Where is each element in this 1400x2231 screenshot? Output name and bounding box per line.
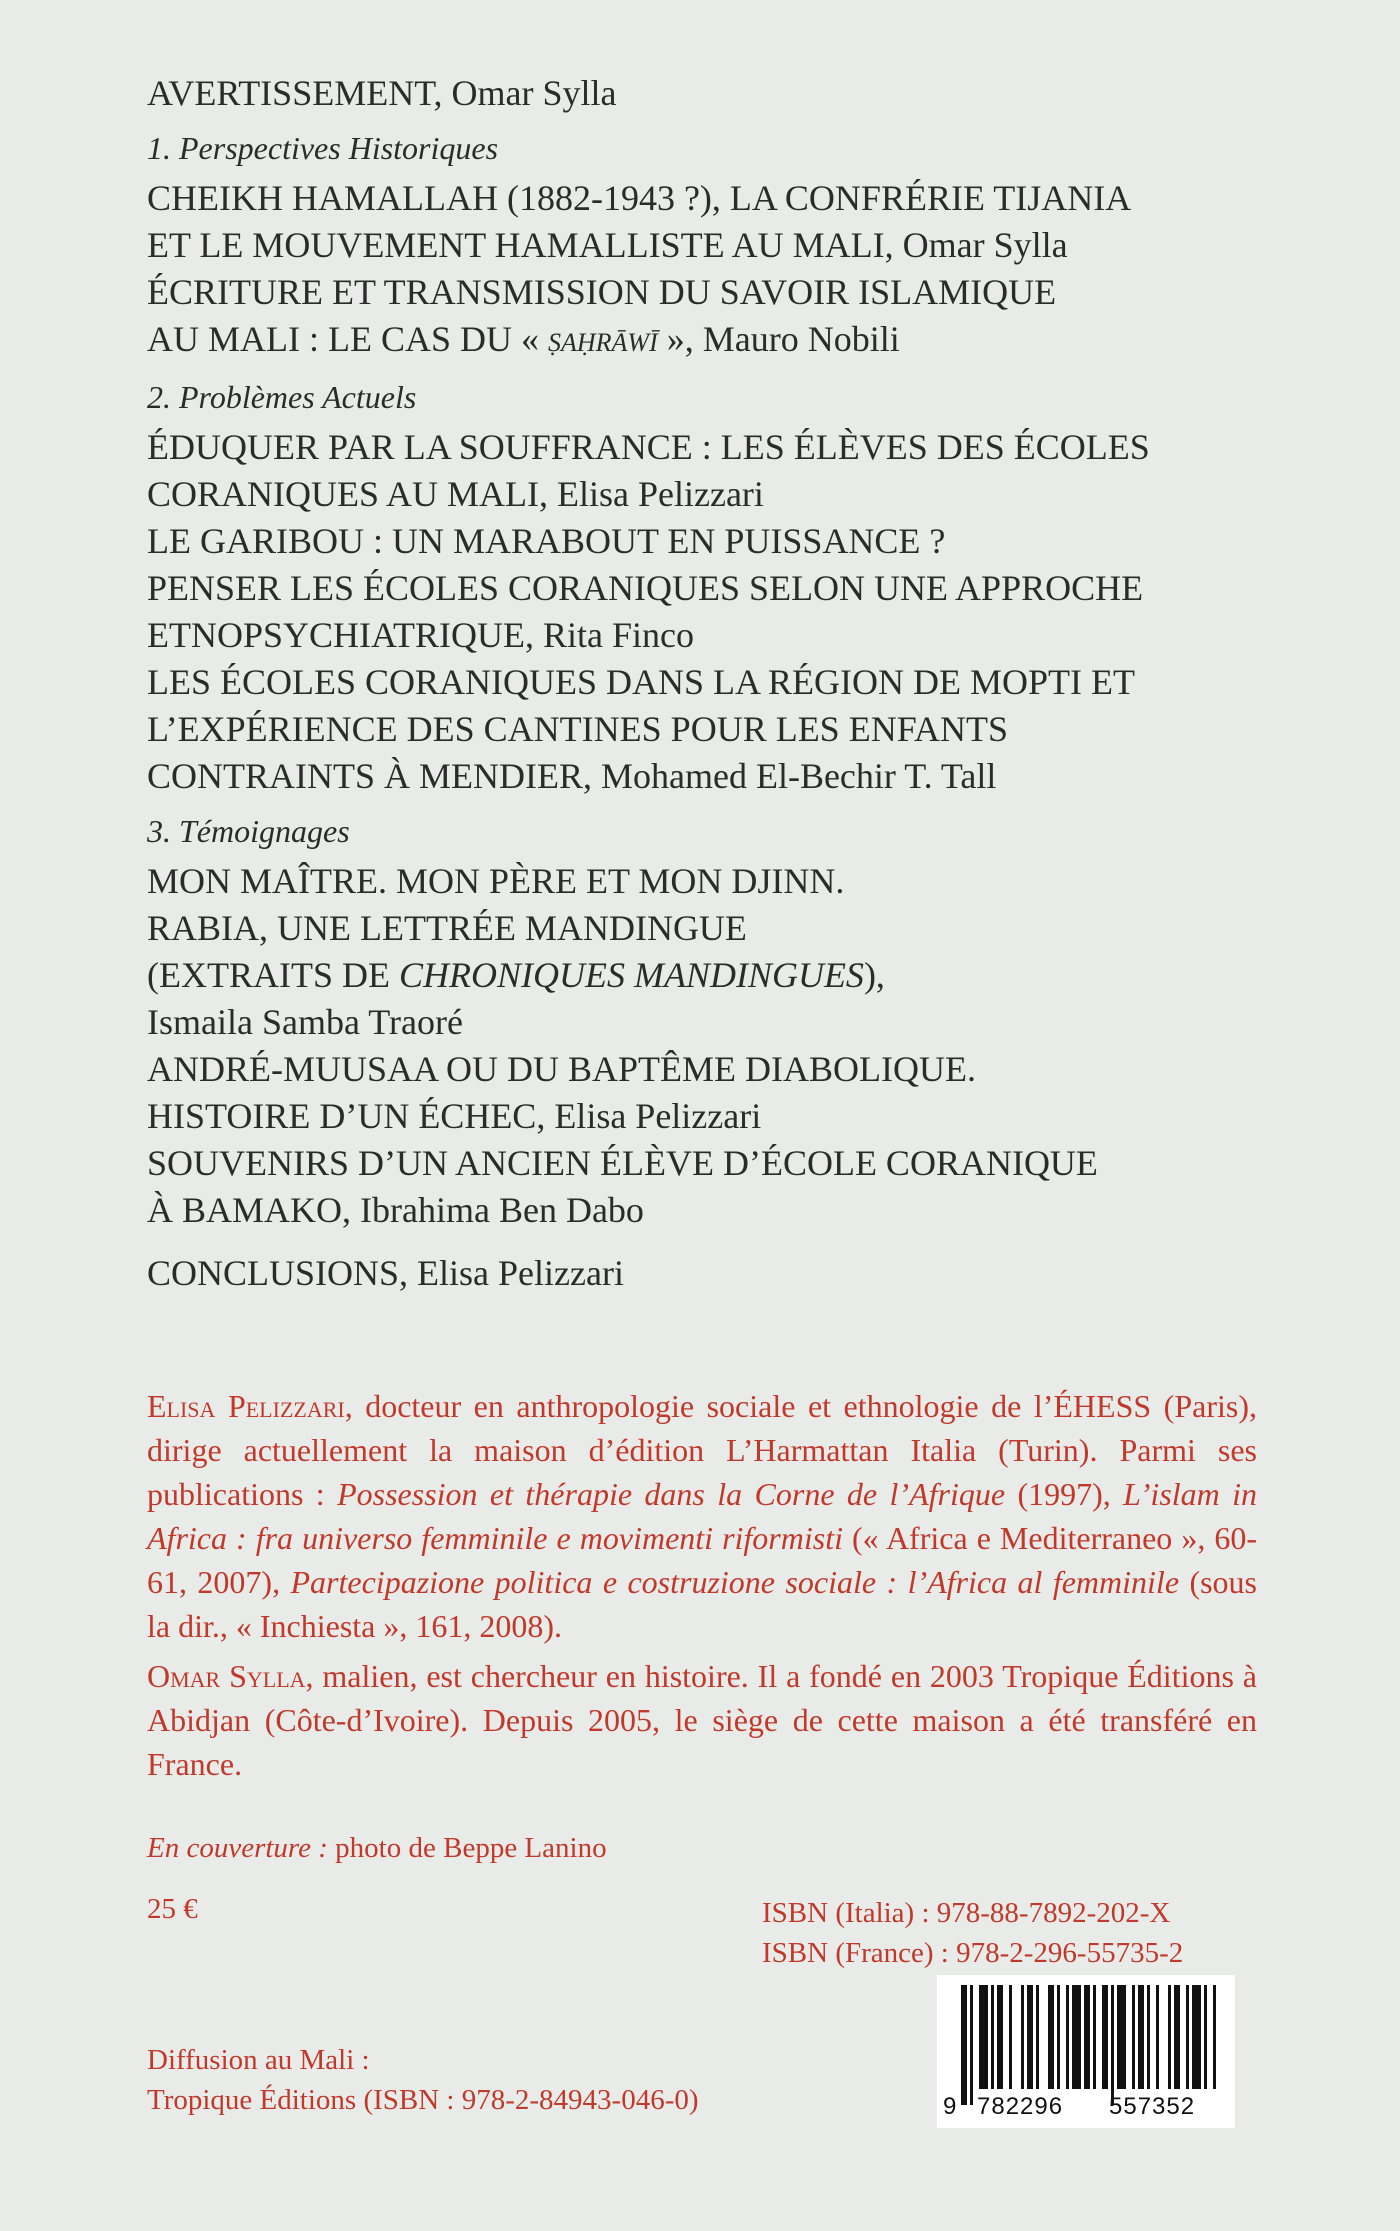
toc-entry: ÉCRITURE ET TRANSMISSION DU SAVOIR ISLAMIQUE (147, 272, 1057, 312)
bio-pelizzari-text3: (« Africa e Mediterraneo », 60-61, 2007), (147, 1520, 1258, 1600)
diffusion-line-1: Diffusion au Mali : (147, 2044, 370, 2076)
bio-sylla (147, 1654, 1257, 1786)
barcode-group-1: 782296 (977, 2093, 1064, 2120)
toc-entry: CORANIQUES AU MALI, Elisa Pelizzari (147, 474, 764, 514)
section-heading-1: 1. Perspectives Historiques (147, 130, 499, 166)
isbn-block (762, 1893, 1183, 1973)
sahrawi-suffix: », Mauro Nobili (657, 319, 900, 359)
toc-entry: LE GARIBOU : UN MARABOUT EN PUISSANCE ? (147, 521, 946, 561)
bio-pelizzari-text4: (sous la dir., « Inchiesta », 161, 2008). (147, 1564, 1258, 1644)
extraits-title: CHRONIQUES MANDINGUES (398, 955, 864, 995)
bio-pelizzari-book1: Possession et thérapie dans la Corne de l’Afrique (337, 1476, 1006, 1512)
toc-entry: CHEIKH HAMALLAH (1882-1943 ?), LA CONFRÉRIE TIJANIA (147, 178, 1132, 218)
bio-pelizzari-text2: (1997), (1005, 1476, 1124, 1512)
bio-pelizzari-book2: L’islam in Africa : fra universo femminile e movimenti riformisti (147, 1476, 1258, 1556)
sahrawi-prefix: AU MALI : LE CAS DU « (147, 319, 548, 359)
toc-entry: ETNOPSYCHIATRIQUE, Rita Finco (147, 615, 694, 655)
toc-conclusions: CONCLUSIONS, Elisa Pelizzari (147, 1253, 624, 1293)
barcode (937, 1975, 1235, 2128)
toc-entry: RABIA, UNE LETTRÉE MANDINGUE (147, 908, 747, 948)
diffusion (147, 2040, 699, 2120)
isbn-france: ISBN (France) : 978-2-296-55735-2 (762, 1937, 1184, 1969)
bio-sylla-name: Omar Sylla (147, 1658, 306, 1694)
toc-entry: Ismaila Samba Traoré (147, 1002, 463, 1042)
toc-entry: À BAMAKO, Ibrahima Ben Dabo (147, 1190, 644, 1230)
toc-entry: HISTOIRE D’UN ÉCHEC, Elisa Pelizzari (147, 1096, 762, 1136)
table-of-contents (147, 70, 1257, 1297)
isbn-italia: ISBN (Italia) : 978-88-7892-202-X (762, 1897, 1171, 1929)
bio-pelizzari (147, 1384, 1257, 1648)
section-heading-3: 3. Témoignages (147, 813, 350, 849)
bio-pelizzari-name: Elisa Pelizzari (147, 1388, 345, 1424)
cover-credit (147, 1832, 607, 1865)
cover-credit-label: En couverture : (147, 1832, 328, 1864)
toc-entry: CONTRAINTS À MENDIER, Mohamed El-Bechir T. Tall (147, 756, 997, 796)
section-1-entries (147, 175, 1257, 316)
toc-entry: MON MAÎTRE. MON PÈRE ET MON DJINN. (147, 861, 845, 901)
section-3-entries-b (147, 999, 1257, 1234)
toc-avertissement: AVERTISSEMENT, Omar Sylla (147, 73, 617, 113)
price: 25 € (147, 1893, 198, 1925)
toc-entry-sahrawi (147, 316, 1257, 366)
toc-entry: ANDRÉ-MUUSAA OU DU BAPTÊME DIABOLIQUE. (147, 1049, 976, 1089)
section-heading-2: 2. Problèmes Actuels (147, 379, 417, 415)
barcode-group-2: 557352 (1109, 2093, 1196, 2120)
section-2-entries (147, 424, 1257, 800)
extraits-suffix: ), (863, 955, 885, 995)
barcode-first-digit: 9 (943, 2093, 958, 2120)
toc-entry: ET LE MOUVEMENT HAMALLISTE AU MALI, Omar Sylla (147, 225, 1068, 265)
cover-credit-text: photo de Beppe Lanino (327, 1832, 607, 1864)
extraits-prefix: (EXTRAITS DE (147, 955, 399, 995)
toc-entry: L’EXPÉRIENCE DES CANTINES POUR LES ENFANTS (147, 709, 1009, 749)
diffusion-line-2: Tropique Éditions (ISBN : 978-2-84943-046-0) (147, 2084, 699, 2116)
bio-pelizzari-text1: , docteur en anthropologie sociale et ethnologie de l’ÉHESS (Paris), dirige actuellement la maison d’édition L’Harmattan Italia (Turin). Parmi ses publications : (147, 1388, 1257, 1512)
sahrawi-term: ṢAḤRĀWĪ (548, 328, 658, 357)
section-3-entries-a (147, 858, 1257, 952)
bio-sylla-text: , malien, est chercheur en histoire. Il a fondé en 2003 Tropique Éditions à Abidjan (Côte-d’Ivoire). Depuis 2005, le siège de cette maison a été transféré en France. (147, 1658, 1257, 1782)
toc-entry: ÉDUQUER PAR LA SOUFFRANCE : LES ÉLÈVES DES ÉCOLES (147, 427, 1150, 467)
bio-pelizzari-book3: Partecipazione politica e costruzione sociale : l’Africa al femminile (290, 1564, 1180, 1600)
toc-entry: LES ÉCOLES CORANIQUES DANS LA RÉGION DE MOPTI ET (147, 662, 1135, 702)
toc-entry: SOUVENIRS D’UN ANCIEN ÉLÈVE D’ÉCOLE CORANIQUE (147, 1143, 1098, 1183)
toc-entry: PENSER LES ÉCOLES CORANIQUES SELON UNE APPROCHE (147, 568, 1144, 608)
toc-entry-extraits (147, 952, 1257, 999)
